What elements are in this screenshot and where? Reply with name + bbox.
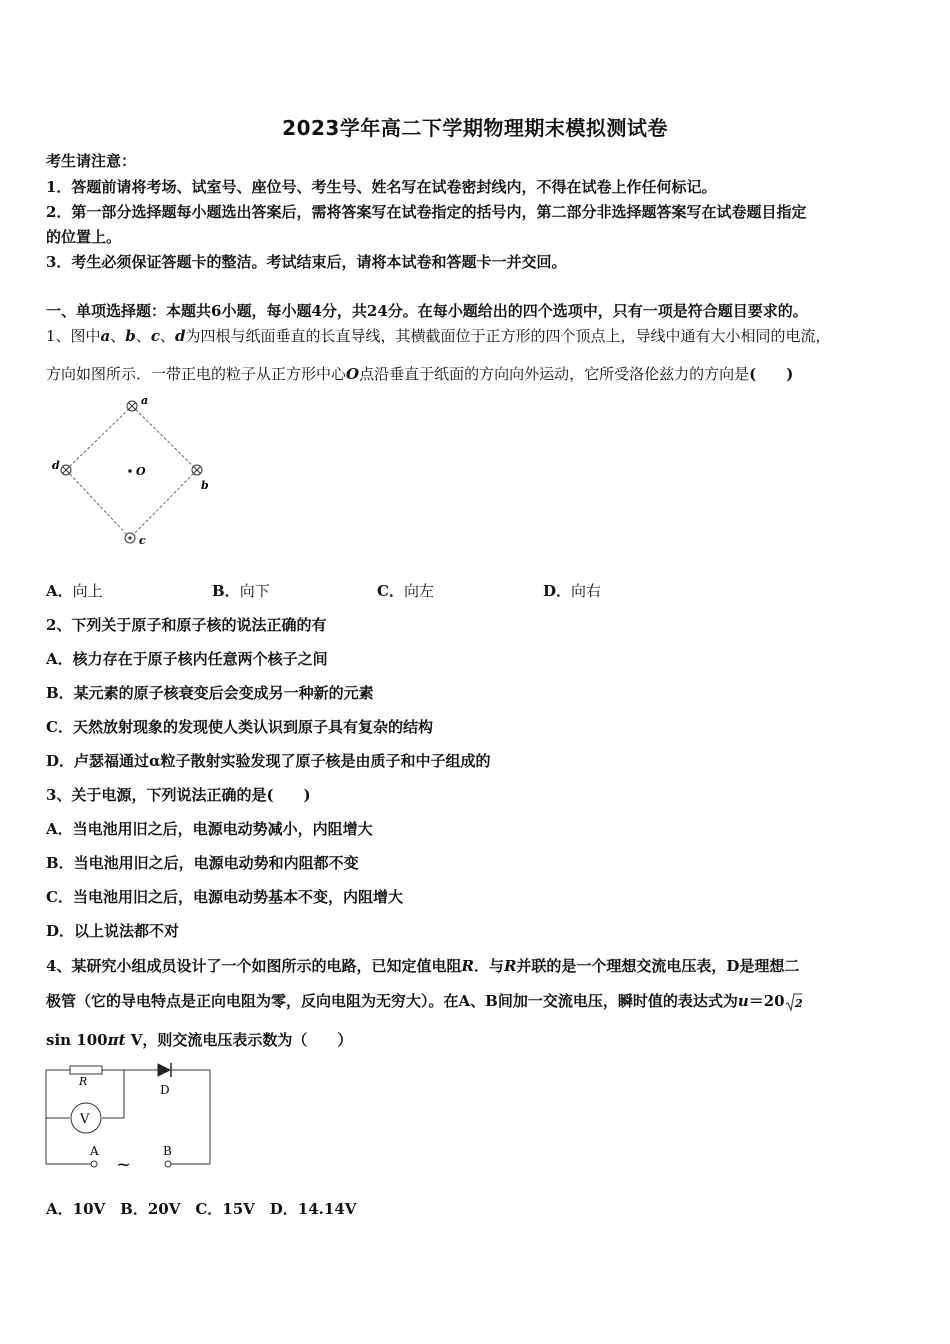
label-d: d — [52, 459, 60, 472]
q4-stem-line3: sin 100πt V，则交流电压表示数为（ ） — [46, 1031, 353, 1049]
diode-icon — [158, 1063, 171, 1077]
label-b: b — [201, 479, 209, 492]
q2-stem: 2、下列关于原子和原子核的说法正确的有 — [46, 616, 327, 634]
label-c: c — [139, 534, 146, 547]
q3-stem: 3、关于电源，下列说法正确的是( ) — [46, 786, 311, 804]
q4-options[interactable]: A．10V B．20V C．15V D．14.14V — [46, 1200, 357, 1218]
q3-option-c[interactable]: C．当电池用旧之后，电源电动势基本不变，内阻增大 — [46, 888, 403, 906]
notice-item-2: 2．第一部分选择题每小题选出答案后，需将答案写在试卷指定的括号内，第二部分非选择题答案写在试卷题目指定 — [46, 203, 807, 221]
q1-stem-line2 — [46, 365, 793, 383]
label-d: D — [160, 1083, 170, 1097]
notice-item-1: 1．答题前请将考场、试室号、座位号、考生号、姓名写在试卷密封线内，不得在试卷上作任何标记。 — [46, 178, 717, 196]
q1-sep: 、 — [135, 327, 151, 345]
label-o: O — [136, 465, 146, 478]
q3-option-a[interactable]: A．当电池用旧之后，电源电动势减小，内阻增大 — [46, 820, 373, 838]
q1-var-a: a — [100, 327, 111, 345]
q4-stem-line2: 极管（它的导电特点是正向电阻为零，反向电阻为无穷大）。在A、B间加一交流电压，瞬时值的表达式为u＝20 2 — [46, 992, 803, 1013]
q3-option-d[interactable]: D．以上说法都不对 — [46, 922, 180, 940]
ac-source-icon: ~ — [116, 1154, 132, 1170]
q3-option-b[interactable]: B．当电池用旧之后，电源电动势和内阻都不变 — [46, 854, 359, 872]
q1-option-d[interactable]: D．向右 — [543, 582, 602, 600]
q1-var-d: d — [174, 327, 186, 345]
wire-c-out-of-page-icon — [125, 533, 135, 543]
section-heading: 一、单项选择题：本题共6小题，每小题4分，共24分。在每小题给出的四个选项中，只有一项是符合题目要求的。 — [46, 302, 808, 320]
wire-d-into-page-icon — [61, 465, 71, 475]
q1-option-a[interactable]: A．向上 — [46, 582, 103, 600]
terminal-b-icon — [165, 1161, 171, 1167]
label-r: R — [79, 1075, 88, 1088]
label-a: A — [90, 1144, 99, 1158]
q1-text: 点沿垂直于纸面的方向向外运动，它所受洛伦兹力的方向是 — [359, 365, 750, 383]
q4-stem-line1: 4、某研究小组成员设计了一个如图所示的电路，已知定值电阻R．与R并联的是一个理想交流电压表，D是理想二 — [46, 957, 800, 975]
q2-option-c[interactable]: C．天然放射现象的发现使人类认识到原子具有复杂的结构 — [46, 718, 433, 736]
resistor-icon — [70, 1066, 102, 1074]
notice-item-3: 3．考生必须保证答题卡的整洁。考试结束后，请将本试卷和答题卡一并交回。 — [46, 253, 567, 271]
sqrt-symbol — [785, 992, 803, 1013]
label-a: a — [141, 394, 149, 407]
q1-sep: 、 — [159, 327, 175, 345]
q1-var-o: O — [346, 365, 360, 383]
q1-text: 1、图中 — [46, 327, 101, 345]
q1-var-b: b — [125, 327, 136, 345]
q1-answer-paren: ( ) — [749, 365, 794, 383]
page-title: 2023学年高二下学期物理期末模拟测试卷 — [282, 116, 668, 140]
svg-text:V: V — [80, 1112, 90, 1127]
q2-option-a[interactable]: A．核力存在于原子核内任意两个核子之间 — [46, 650, 328, 668]
terminal-a-icon — [91, 1161, 97, 1167]
q1-stem-line1 — [46, 327, 830, 345]
svg-text:2: 2 — [794, 997, 803, 1010]
notice-heading: 考生请注意： — [46, 152, 137, 170]
q1-option-c[interactable]: C．向左 — [377, 582, 434, 600]
q1-option-b[interactable]: B．向下 — [212, 582, 270, 600]
q1-sep: 、 — [110, 327, 126, 345]
center-point-o-icon — [128, 469, 132, 473]
notice-item-2-cont: 的位置上。 — [46, 228, 122, 246]
q1-var-c: c — [150, 327, 160, 345]
wire-a-into-page-icon — [127, 401, 137, 411]
q1-text: 为四根与纸面垂直的长直导线，其横截面位于正方形的四个顶点上，导线中通有大小相同的电流， — [185, 327, 831, 345]
wire-b-into-page-icon — [192, 465, 202, 475]
q1-square-wire-figure — [44, 392, 224, 552]
voltmeter-icon — [71, 1103, 101, 1133]
q1-text: 方向如图所示．一带正电的粒子从正方形中心 — [46, 365, 347, 383]
q4-circuit-figure — [40, 1058, 220, 1170]
label-b: B — [163, 1144, 172, 1158]
q2-option-d[interactable]: D．卢瑟福通过α粒子散射实验发现了原子核是由质子和中子组成的 — [46, 752, 491, 770]
q2-option-b[interactable]: B．某元素的原子核衰变后会变成另一种新的元素 — [46, 684, 374, 702]
